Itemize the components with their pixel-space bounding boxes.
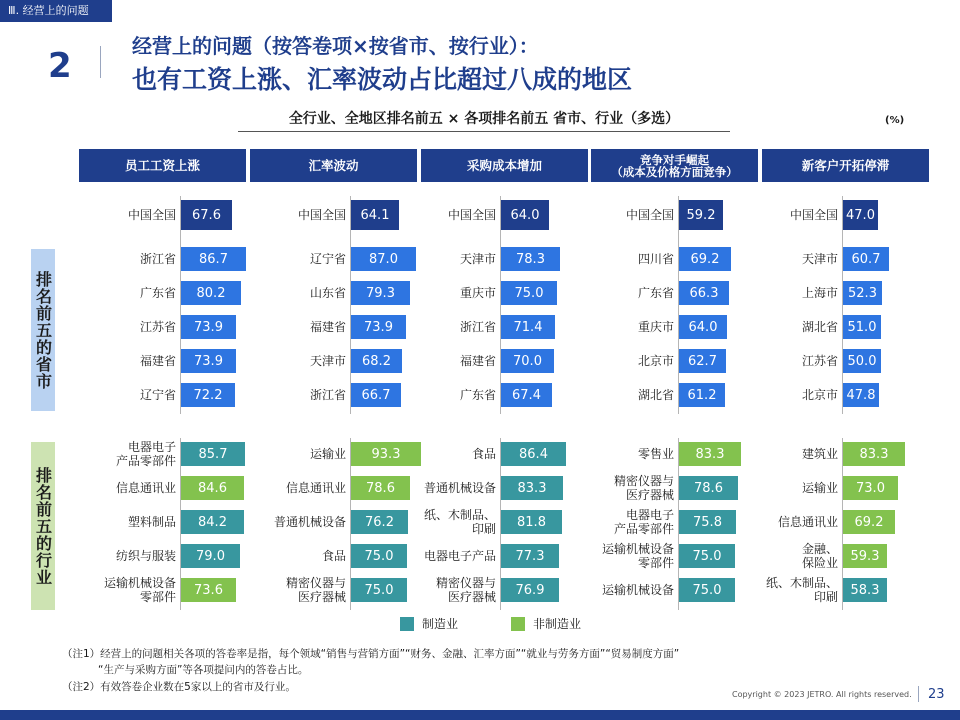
industry-label: 纸、木制品、 印刷: [423, 508, 496, 536]
province-bar: 69.2: [679, 247, 731, 271]
industry-label: 信息通讯业: [115, 481, 176, 495]
industry-bar: 77.3: [501, 544, 559, 568]
industry-bar: 59.3: [843, 544, 887, 568]
province-bar: 60.7: [843, 247, 889, 271]
province-bar: 71.4: [501, 315, 555, 339]
nationwide-bar: 64.1: [351, 200, 399, 230]
industry-label: 电器电子产品: [423, 549, 496, 563]
page-number-divider: [918, 686, 919, 702]
province-bar: 73.9: [181, 315, 236, 339]
note-1: （注1）经营上的问题相关各项的答卷率是指，每个领域“销售与营销方面”“财务、金融、汇率方面”“就业与劳务方面”“贸易制度方面”: [62, 648, 680, 660]
side-label-industries: 排名前五的行业: [31, 442, 55, 610]
province-bar: 62.7: [679, 349, 726, 373]
province-label: 江苏省: [801, 354, 838, 368]
industry-label: 精密仪器与 医疗器械: [435, 576, 496, 604]
industry-label: 纸、木制品、 印刷: [765, 576, 838, 604]
province-bar: 47.8: [843, 383, 879, 407]
industry-bar: 79.0: [181, 544, 240, 568]
industry-bar: 93.3: [351, 442, 421, 466]
industry-bar: 83.3: [679, 442, 741, 466]
province-bar: 50.0: [843, 349, 881, 373]
province-label: 福建省: [309, 320, 346, 334]
province-label: 福建省: [459, 354, 496, 368]
industry-label: 精密仪器与 医疗器械: [613, 474, 674, 502]
industry-bar: 84.2: [181, 510, 244, 534]
province-bar: 66.7: [351, 383, 401, 407]
province-bar: 68.2: [351, 349, 402, 373]
province-label: 北京市: [801, 388, 838, 402]
province-label: 辽宁省: [309, 252, 346, 266]
industry-label: 金融、 保险业: [801, 542, 838, 570]
province-label: 广东省: [459, 388, 496, 402]
province-bar: 80.2: [181, 281, 241, 305]
province-bar: 72.2: [181, 383, 235, 407]
industry-label: 运输机械设备 零部件: [601, 542, 674, 570]
province-bar: 70.0: [501, 349, 554, 373]
category-header: 员工工资上涨: [79, 149, 246, 182]
province-bar: 51.0: [843, 315, 881, 339]
section-divider: [100, 46, 101, 78]
province-bar: 87.0: [351, 247, 416, 271]
section-number: 2: [48, 46, 72, 86]
industry-bar: 73.6: [181, 578, 236, 602]
industry-label: 电器电子 产品零部件: [115, 440, 176, 468]
nationwide-label: 中国全国: [297, 208, 346, 222]
page-title-line2: 也有工资上涨、汇率波动占比超过八成的地区: [132, 65, 633, 94]
province-bar: 67.4: [501, 383, 552, 407]
province-label: 江苏省: [139, 320, 176, 334]
province-label: 天津市: [309, 354, 346, 368]
industry-bar: 86.4: [501, 442, 566, 466]
nationwide-label: 中国全国: [127, 208, 176, 222]
province-label: 山东省: [309, 286, 346, 300]
industry-label: 塑料制品: [127, 515, 176, 529]
province-label: 湖北省: [637, 388, 674, 402]
legend-label-manufacturing: 制造业: [422, 617, 459, 631]
legend-swatch-manufacturing: [400, 617, 414, 631]
province-label: 天津市: [801, 252, 838, 266]
nationwide-bar: 64.0: [501, 200, 549, 230]
industry-bar: 83.3: [501, 476, 563, 500]
nationwide-label: 中国全国: [447, 208, 496, 222]
nationwide-label: 中国全国: [625, 208, 674, 222]
category-header: 汇率波动: [250, 149, 417, 182]
unit-label: (%): [885, 115, 905, 126]
industry-bar: 83.3: [843, 442, 905, 466]
industry-label: 精密仪器与 医疗器械: [285, 576, 346, 604]
nationwide-label: 中国全国: [789, 208, 838, 222]
industry-bar: 84.6: [181, 476, 244, 500]
province-label: 湖北省: [801, 320, 838, 334]
province-label: 重庆市: [637, 320, 674, 334]
industry-bar: 81.8: [501, 510, 562, 534]
page-number: 23: [928, 687, 945, 702]
province-label: 浙江省: [139, 252, 176, 266]
province-bar: 73.9: [351, 315, 406, 339]
province-bar: 79.3: [351, 281, 410, 305]
footer-band: [0, 710, 960, 720]
province-label: 福建省: [139, 354, 176, 368]
province-bar: 86.7: [181, 247, 246, 271]
industry-label: 食品: [471, 447, 496, 461]
industry-label: 运输业: [801, 481, 838, 495]
province-label: 广东省: [139, 286, 176, 300]
province-bar: 52.3: [843, 281, 882, 305]
province-label: 四川省: [637, 252, 674, 266]
industry-bar: 76.9: [501, 578, 559, 602]
province-bar: 75.0: [501, 281, 557, 305]
industry-label: 运输业: [309, 447, 346, 461]
industry-label: 信息通讯业: [777, 515, 838, 529]
industry-label: 食品: [321, 549, 346, 563]
province-bar: 64.0: [679, 315, 727, 339]
industry-label: 电器电子 产品零部件: [613, 508, 674, 536]
industry-label: 建筑业: [801, 447, 838, 461]
chart-subtitle: 全行业、全地区排名前五 × 各项排名前五 省市、行业（多选）: [238, 108, 730, 132]
nationwide-bar: 67.6: [181, 200, 232, 230]
industry-label: 信息通讯业: [285, 481, 346, 495]
industry-bar: 85.7: [181, 442, 245, 466]
industry-bar: 78.6: [351, 476, 410, 500]
province-label: 天津市: [459, 252, 496, 266]
industry-label: 纺织与服装: [115, 549, 176, 563]
industry-label: 运输机械设备 零部件: [103, 576, 176, 604]
province-bar: 66.3: [679, 281, 729, 305]
category-header: 新客户开拓停滞: [762, 149, 929, 182]
industry-label: 零售业: [637, 447, 674, 461]
section-tab: Ⅲ. 经营上的问题: [0, 0, 112, 22]
industry-bar: 75.0: [351, 578, 407, 602]
note-2: （注2）有效答卷企业数在5家以上的省市及行业。: [62, 681, 296, 693]
province-bar: 73.9: [181, 349, 236, 373]
side-label-provinces: 排名前五的省市: [31, 249, 55, 411]
industry-label: 运输机械设备: [601, 583, 674, 597]
category-header: 竞争对手崛起 （成本及价格方面竞争）: [591, 149, 758, 182]
industry-bar: 69.2: [843, 510, 895, 534]
province-bar: 78.3: [501, 247, 560, 271]
legend-label-non-manufacturing: 非制造业: [533, 617, 582, 631]
note-1-cont: “生产与采购方面”等各项提问内的答卷占比。: [98, 664, 309, 676]
province-bar: 61.2: [679, 383, 725, 407]
page-title-line1: 经营上的问题（按答卷项×按省市、按行业）：: [132, 34, 539, 58]
province-label: 辽宁省: [139, 388, 176, 402]
industry-bar: 75.0: [351, 544, 407, 568]
industry-bar: 75.0: [679, 578, 735, 602]
category-header: 采购成本增加: [421, 149, 588, 182]
legend-manufacturing: [400, 615, 458, 632]
industry-label: 普通机械设备: [273, 515, 346, 529]
industry-bar: 75.8: [679, 510, 736, 534]
industry-bar: 58.3: [843, 578, 887, 602]
province-label: 重庆市: [459, 286, 496, 300]
province-label: 北京市: [637, 354, 674, 368]
industry-label: 普通机械设备: [423, 481, 496, 495]
industry-bar: 78.6: [679, 476, 738, 500]
province-label: 浙江省: [459, 320, 496, 334]
industry-bar: 76.2: [351, 510, 408, 534]
province-label: 浙江省: [309, 388, 346, 402]
province-label: 广东省: [637, 286, 674, 300]
legend-non-manufacturing: [511, 615, 581, 632]
industry-bar: 73.0: [843, 476, 898, 500]
nationwide-bar: 59.2: [679, 200, 723, 230]
copyright: Copyright © 2023 JETRO. All rights reserved.: [732, 690, 912, 699]
province-label: 上海市: [801, 286, 838, 300]
nationwide-bar: 47.0: [843, 200, 878, 230]
legend-swatch-non-manufacturing: [511, 617, 525, 631]
industry-bar: 75.0: [679, 544, 735, 568]
